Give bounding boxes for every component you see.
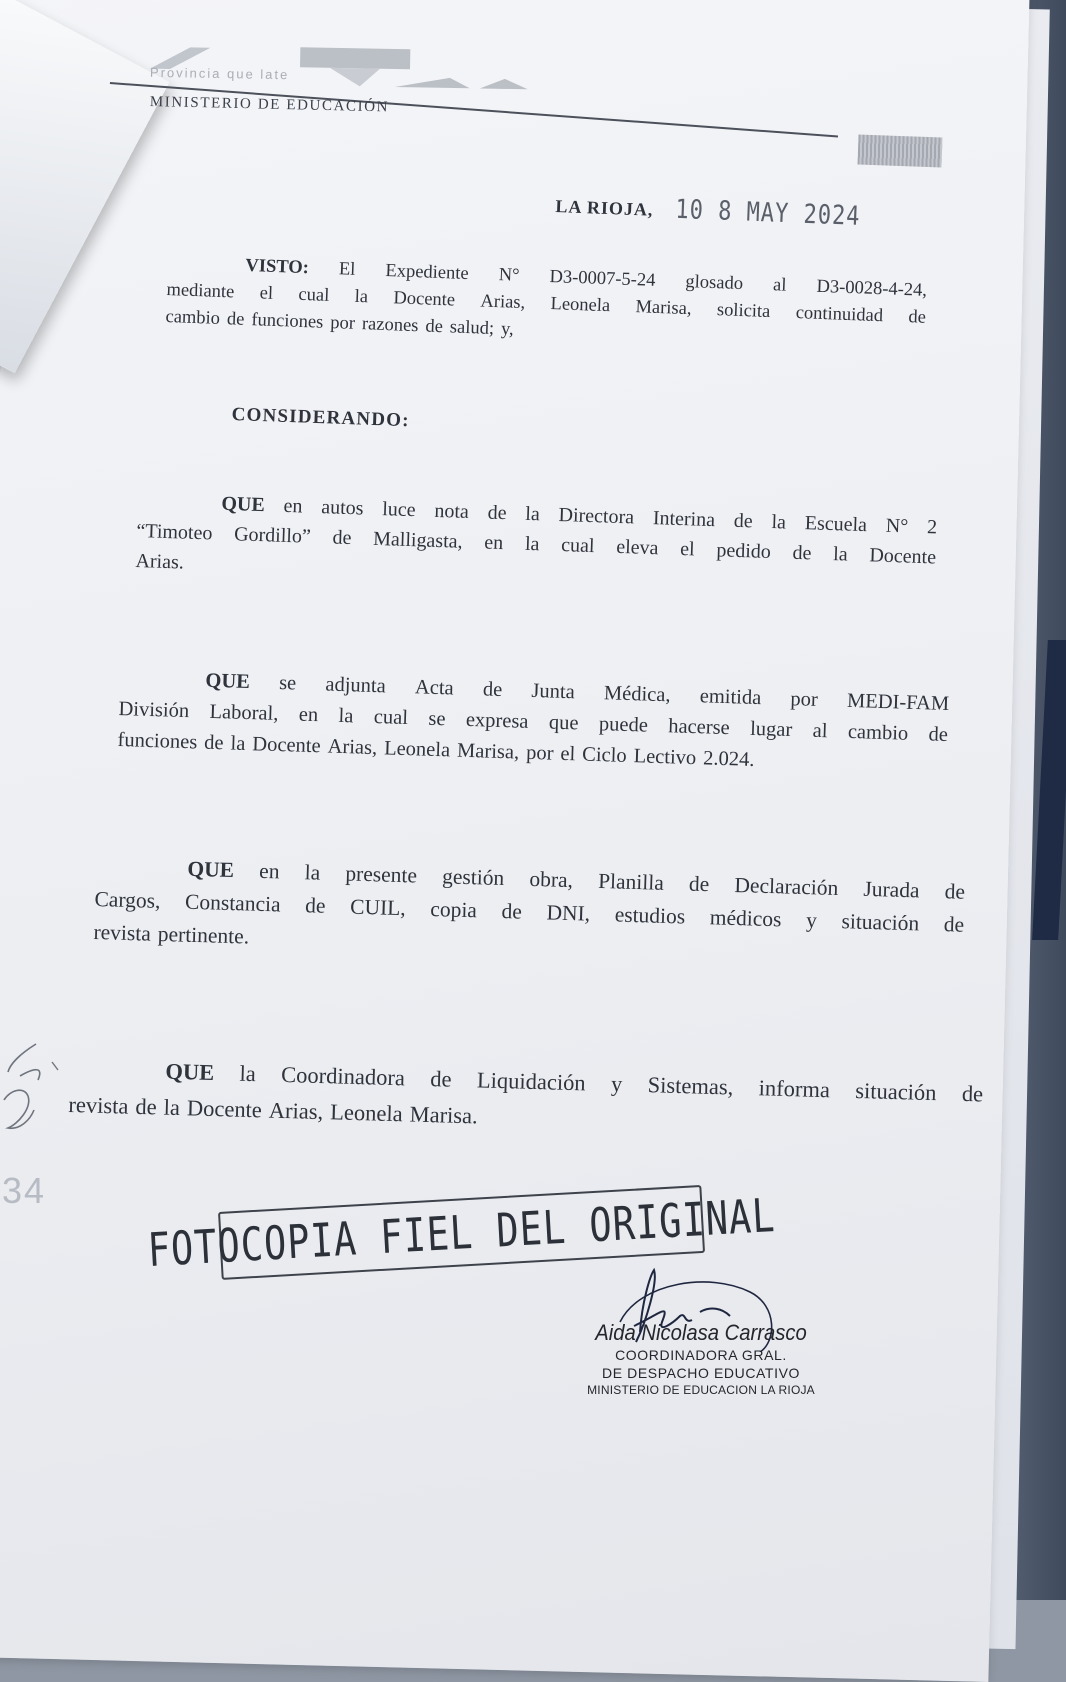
word: Arias, xyxy=(327,735,378,760)
word: Interina xyxy=(652,507,716,532)
word: solicita xyxy=(716,300,771,323)
signatory-role: DE DESPACHO EDUCATIVO xyxy=(602,1365,800,1381)
word: autos xyxy=(320,496,364,520)
word: Liquidación xyxy=(476,1067,587,1096)
word: la xyxy=(354,286,369,308)
word: de xyxy=(487,501,507,525)
ministry-heading: MINISTERIO DE EDUCACIÓN xyxy=(149,94,390,116)
word: de xyxy=(203,731,224,755)
word: la xyxy=(524,502,541,526)
word: Planilla xyxy=(597,868,665,895)
word: de xyxy=(501,899,523,924)
word: la xyxy=(832,543,849,566)
word: revista xyxy=(68,1091,129,1119)
corner-stamp-mark xyxy=(858,135,943,168)
word: Laboral, xyxy=(209,700,279,725)
word: 2 xyxy=(926,516,938,539)
word: de xyxy=(928,723,949,747)
word: el xyxy=(560,742,576,766)
word: Junta xyxy=(531,679,576,704)
signatory-institution: MINISTERIO DE EDUCACION LA RIOJA xyxy=(587,1383,815,1397)
word: la xyxy=(338,704,354,728)
word: y xyxy=(610,1071,623,1097)
word: médicos xyxy=(709,905,782,932)
word: pedido xyxy=(716,539,772,564)
word: y, xyxy=(500,319,515,340)
word: Coordinadora xyxy=(280,1061,406,1091)
word: presente xyxy=(345,861,418,888)
word: expresa xyxy=(465,708,529,733)
word: MEDI-FAM xyxy=(846,689,950,716)
word: la xyxy=(230,732,246,755)
word: mediante xyxy=(166,279,235,303)
word: al xyxy=(812,719,828,743)
word: luce xyxy=(381,498,416,522)
word: por xyxy=(525,741,554,765)
word: que xyxy=(548,711,579,735)
word: Lectivo xyxy=(633,745,697,770)
word: el xyxy=(259,283,274,304)
word: copia xyxy=(430,896,478,923)
word: de xyxy=(908,307,927,328)
word: Leonela xyxy=(329,1099,404,1127)
word: cual xyxy=(298,284,330,306)
word: Arias. xyxy=(135,549,185,574)
word: CUIL, xyxy=(349,894,407,921)
word: la xyxy=(163,1094,181,1121)
word: N° xyxy=(498,265,520,286)
word: en xyxy=(258,858,280,884)
word: Docente xyxy=(186,1095,263,1123)
word: pertinente. xyxy=(157,921,250,949)
word: N° xyxy=(885,514,909,538)
word: cual xyxy=(373,706,409,730)
word: Docente xyxy=(393,288,456,311)
word: situación xyxy=(854,1077,937,1106)
word: de xyxy=(733,509,754,533)
word: en xyxy=(283,494,303,518)
word: y xyxy=(805,908,818,933)
keyword-label: QUE xyxy=(221,492,266,517)
word: de xyxy=(944,879,966,904)
word: el xyxy=(679,538,696,561)
word: la xyxy=(524,532,540,556)
word: Malligasta, xyxy=(372,527,463,553)
margin-initials-scribble xyxy=(0,1040,70,1150)
word: Marisa. xyxy=(409,1101,479,1129)
word: Arias, xyxy=(480,291,526,314)
date-place: LA RIOJA, xyxy=(555,195,654,220)
word: estudios xyxy=(614,902,686,929)
word: “Timoteo xyxy=(136,519,213,545)
word: de xyxy=(332,526,352,550)
word: en xyxy=(483,531,504,555)
word: por xyxy=(329,313,356,334)
word: Constancia xyxy=(184,889,281,917)
word: de xyxy=(226,309,245,330)
word: cambio xyxy=(165,306,221,329)
word: Marisa, xyxy=(456,739,520,764)
word: hacerse xyxy=(667,715,731,740)
word: en xyxy=(298,703,319,727)
word: nota xyxy=(434,499,470,523)
date-stamp: 10 8 MAY 2024 xyxy=(674,195,862,233)
word: de xyxy=(429,1066,452,1092)
word: Cargos, xyxy=(94,886,161,913)
word: Docente xyxy=(252,733,321,758)
word: se xyxy=(278,672,297,695)
word: Ciclo xyxy=(581,743,627,767)
word: la xyxy=(771,511,787,534)
word: funciones xyxy=(251,310,324,333)
word: continuidad xyxy=(795,303,884,327)
word: gestión xyxy=(441,864,505,891)
word: Leonela xyxy=(550,294,611,317)
word: de xyxy=(135,1093,158,1120)
word: funciones xyxy=(117,728,198,754)
word: al xyxy=(772,275,787,296)
word: se xyxy=(428,707,446,731)
word: situación xyxy=(841,909,920,936)
province-tagline: Provincia que late xyxy=(149,64,290,83)
considerando-heading: CONSIDERANDO: xyxy=(231,404,411,432)
word: El xyxy=(338,259,356,280)
word: Jurada xyxy=(863,876,920,903)
word: cual xyxy=(560,534,595,558)
keyword-label: VISTO: xyxy=(245,255,310,279)
word: Sistemas, xyxy=(647,1072,734,1100)
word: Gordillo” xyxy=(233,523,312,548)
word: 2.024. xyxy=(702,747,755,771)
word: de xyxy=(304,893,326,918)
keyword-label: QUE xyxy=(187,856,235,883)
word: lugar xyxy=(749,717,793,742)
word: de xyxy=(688,871,710,897)
stamp-text: FOTOCOPIA FIEL DEL ORIGINAL xyxy=(146,1188,777,1277)
folio-number: 34 xyxy=(2,1170,47,1211)
word: Expediente xyxy=(385,260,470,285)
word: la xyxy=(304,860,321,885)
word: glosado xyxy=(685,271,744,295)
word: Acta xyxy=(414,676,455,700)
signatory-name: Aida Nicolasa Carrasco xyxy=(595,1320,807,1345)
word: de xyxy=(943,912,965,937)
word: obra, xyxy=(529,866,574,893)
word: cambio xyxy=(847,720,909,745)
word: de xyxy=(961,1080,984,1107)
word: D3-0007-5-24 xyxy=(549,267,656,291)
word: Leonela xyxy=(383,737,451,762)
word: puede xyxy=(598,713,649,737)
word: salud; xyxy=(449,317,495,339)
signatory-role: COORDINADORA GRAL. xyxy=(615,1347,787,1363)
word: Marisa, xyxy=(635,297,692,320)
word: DNI, xyxy=(546,900,591,926)
word: adjunta xyxy=(325,673,387,698)
word: Directora xyxy=(558,503,635,529)
word: Docente xyxy=(869,544,937,569)
word: la xyxy=(239,1060,257,1087)
word: Escuela xyxy=(804,512,868,537)
word: por xyxy=(790,688,819,711)
word: Declaración xyxy=(734,872,839,901)
signature-block xyxy=(566,1320,836,1398)
word: emitida xyxy=(699,685,762,710)
word: revista xyxy=(93,919,152,946)
word: eleva xyxy=(615,535,659,560)
word: Médica, xyxy=(603,682,671,707)
word: de xyxy=(425,316,444,338)
word: de xyxy=(792,541,812,565)
keyword-label: QUE xyxy=(205,669,251,694)
word: informa xyxy=(758,1075,831,1103)
word: razones xyxy=(361,314,419,337)
word: División xyxy=(118,697,190,723)
keyword-label: QUE xyxy=(165,1058,215,1086)
word: Arias, xyxy=(268,1097,324,1125)
word: de xyxy=(482,678,503,702)
word: D3-0028-4-24, xyxy=(816,276,928,301)
